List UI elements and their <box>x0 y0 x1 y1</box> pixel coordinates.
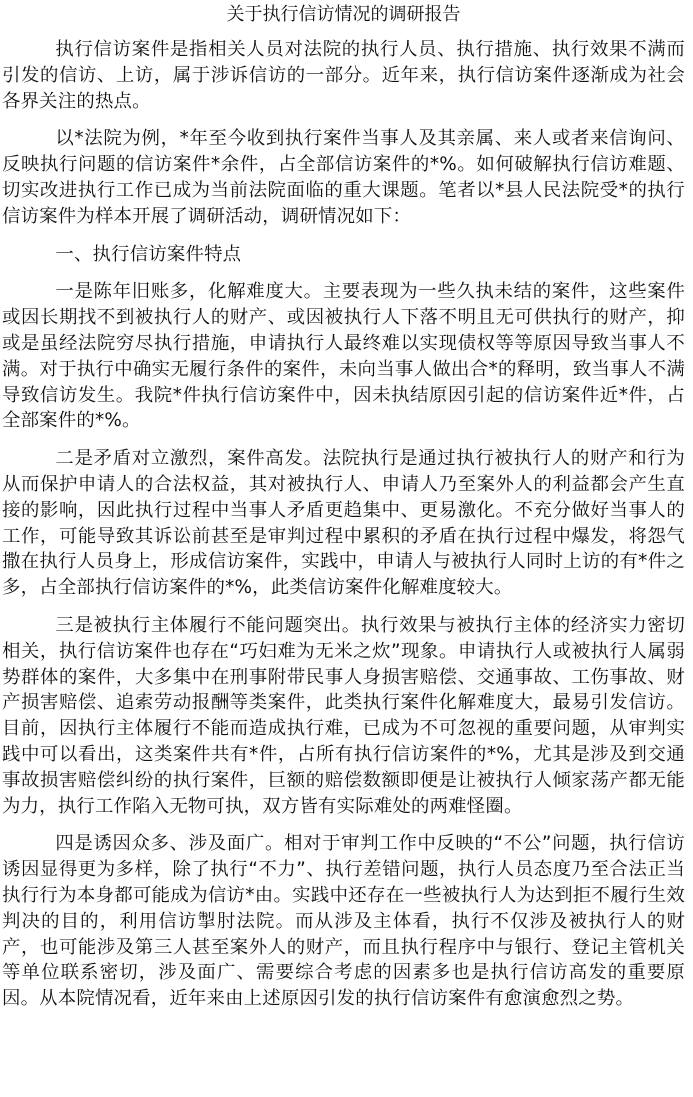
spacer <box>2 28 685 37</box>
paragraph-point-3: 三是被执行主体履行不能问题突出。执行效果与被执行主体的经济实力密切相关，执行信访案件也存在“巧妇难为无米之炊”现象。申请执行人或被执行人属弱势群体的案件，大多集中在刑事附带民事人身损害赔偿、交通事故、工伤事故、财产损害赔偿、追索劳动报酬等类案件，此类执行案件化解难度大，最易引发信访。目前，因执行主体履行不能而造成执行难，已成为不可忽视的重要问题，从审判实践中可以看出，这类案件共有*件，占所有执行信访案件的*%，尤其是涉及到交通事故损害赔偿纠纷的执行案件，巨额的赔偿数额即便是让被执行人倾家荡产都无能为力，执行工作陷入无物可执，双方皆有实际难处的两难怪圈。 <box>2 614 685 817</box>
paragraph-point-4: 四是诱因众多、涉及面广。相对于审判工作中反映的“不公”问题，执行信访诱因显得更为多样，除了执行“不力”、执行差错问题，执行人员态度乃至合法正当执行行为本身都可能成为信访*由。实践中还存在一些被执行人为达到拒不履行生效判决的目的，利用信访掣肘法院。而从涉及主体看，执行不仅涉及被执行人的财产，也可能涉及第三人甚至案外人的财产，而且执行程序中与银行、登记主管机关等单位联系密切，涉及面广、需要综合考虑的因素多也是执行信访高发的重要原因。从本院情况看，近年来由上述原因引发的执行信访案件有愈演愈烈之势。 <box>2 833 685 1010</box>
spacer <box>2 114 685 126</box>
section-heading: 一、执行信访案件特点 <box>55 243 242 265</box>
spacer <box>2 230 685 242</box>
spacer <box>2 601 685 613</box>
paragraph-point-2: 二是矛盾对立激烈，案件高发。法院执行是通过执行被执行人的财产和行为从而保护申请人的合法权益，其对被执行人、申请人乃至案外人的利益都会产生直接的影响，因此执行过程中当事人矛盾更趋集中、更易激化。不充分做好当事人的工作，可能导致其诉讼前甚至是审判过程中累积的矛盾在执行过程中爆发，将怨气撒在执行人员身上，形成信访案件，实践中，申请人与被执行人同时上访的有*件之多，占全部执行信访案件的*%，此类信访案件化解难度较大。 <box>2 448 685 599</box>
document-title: 关于执行信访情况的调研报告 <box>226 4 461 25</box>
spacer <box>2 434 685 446</box>
paragraph-point-1: 一是陈年旧账多，化解难度大。主要表现为一些久执未结的案件，这些案件或因长期找不到被执行人的财产、或因被执行人下落不明且无可供执行的财产，抑或是虽经法院穷尽执行措施，申请执行人最终难以实现债权等等原因导致当事人不满。对于执行中确实无履行条件的案件，未向当事人做出合*的释明，致当事人不满导致信访发生。我院*件执行信访案件中，因未执结原因引起的信访案件近*件，占全部案件的*%。 <box>2 281 685 432</box>
paragraph-example: 以*法院为例，*年至今收到执行案件当事人及其亲属、来人或者来信询问、反映执行问题的信访案件*余件，占全部信访案件的*%。如何破解执行信访难题、切实改进执行工作已成为当前法院面临的重大课题。笔者以*县人民法院受*的执行信访案件为样本开展了调研活动，调研情况如下： <box>2 128 685 227</box>
spacer <box>2 819 685 831</box>
spacer <box>2 267 685 279</box>
paragraph-intro: 执行信访案件是指相关人员对法院的执行人员、执行措施、执行效果不满而引发的信访、上访，属于涉诉信访的一部分。近年来，执行信访案件逐渐成为社会各界关注的热点。 <box>2 39 685 112</box>
